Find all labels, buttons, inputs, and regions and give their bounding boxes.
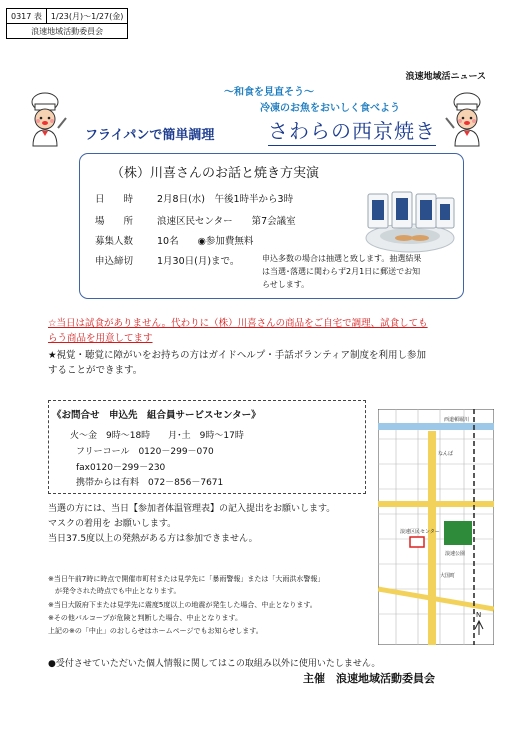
deadline-note-line: は当選･落選に関わらず2月1日に郵送でお知 xyxy=(262,267,421,276)
news-name: 浪速地域活ニュース xyxy=(405,72,486,82)
fine-print-line: が発令された時点でも中止となります。 xyxy=(48,587,181,595)
event-row-label: 日 時 xyxy=(95,194,134,205)
access-map xyxy=(378,409,494,645)
deadline-note xyxy=(262,252,421,291)
entry-note: 当日37.5度以上の発熱がある方は参加できません。 xyxy=(48,534,258,544)
title-right: さわらの西京焼き xyxy=(268,115,436,146)
event-row-label: 募集人数 xyxy=(95,236,134,247)
header-committee: 浪速地域活動委員会 xyxy=(7,24,128,39)
chef-illustration-right xyxy=(444,92,490,148)
product-photo xyxy=(360,188,458,254)
event-row-value: 10名 ◉参加費無料 xyxy=(157,236,254,247)
event-row-deadline xyxy=(95,253,239,267)
fine-print-line: ※当日大阪府下または見学先に震度5度以上の地震が発生した場合、中止となります。 xyxy=(48,601,317,609)
event-row-label: 場 所 xyxy=(95,216,134,227)
event-row-value: 浪速区民センター 第7会議室 xyxy=(157,216,296,227)
entry-note: 当選の方には、当日【参加者体温管理表】の記入提出をお願いします。 xyxy=(48,504,336,514)
deadline-note-line: らせします。 xyxy=(262,280,310,289)
inquiry-content xyxy=(48,400,366,494)
inquiry-fax: fax0120－299－230 xyxy=(76,463,166,473)
red-notice-line: らう商品を用意してます xyxy=(48,333,153,344)
subtitle-1: ～和食を見直そう～ xyxy=(224,87,314,98)
fine-print-line: ※その他バルコープが危険と判断した場合、中止となります。 xyxy=(48,614,242,622)
event-row-value: 1月30日(月)まで。 xyxy=(157,256,240,267)
entry-note: マスクの着用を お願いします。 xyxy=(48,519,177,529)
event-row-place xyxy=(95,213,296,227)
inquiry-mobile: 携帯からは有料 072－856－7671 xyxy=(76,478,224,488)
red-notice-line: ☆当日は試食がありません。代わりに（株）川喜さんの商品をご自宅で調理、試食しても xyxy=(48,318,428,329)
support-note-line: することができます。 xyxy=(48,365,143,376)
header-dates: 1/23(月)～1/27(金) xyxy=(46,9,127,24)
map-label-park: 浪速公園 xyxy=(445,551,466,557)
title-left: フライパンで簡単調理 xyxy=(85,128,215,143)
sponsor: 主催 浪速地域活動委員会 xyxy=(303,672,435,685)
fine-print-line: ※当日午前7時に時点で開催市町村または見学先に「暴雨警報」または「大雨洪水警報」 xyxy=(48,575,325,583)
map-label-daikokucho: 大国町 xyxy=(440,573,456,579)
fine-print-line: 上記の※の「中止」のおしらせはホームページでもお知らせします。 xyxy=(48,627,263,635)
north-arrow-label: N xyxy=(476,611,482,619)
event-row-date xyxy=(95,191,293,205)
red-notice xyxy=(48,316,474,346)
event-row-label: 申込締切 xyxy=(95,256,134,267)
event-heading: （株）川喜さんのお話と焼き方実演 xyxy=(111,166,320,181)
map-label-center: 浪速区民センター xyxy=(400,529,440,535)
chef-illustration-left xyxy=(22,92,68,148)
map-label-namba: なんば xyxy=(438,451,454,457)
inquiry-hours: 火～金 9時～18時 月･土 9時～17時 xyxy=(70,431,244,441)
event-row-value: 2月8日(水) 午後1時半から3時 xyxy=(157,194,294,205)
inquiry-free-call: フリーコール 0120－299－070 xyxy=(76,447,214,457)
subtitle-2: 冷凍のお魚をおいしく食べよう xyxy=(260,103,400,114)
inquiry-title: 《お問合せ 申込先 組合員サービスセンター》 xyxy=(52,410,261,421)
support-note-line: ★視覚・聴覚に障がいをお持ちの方はガイドヘルプ・手話ボランティア制度を利用し参加 xyxy=(48,350,426,361)
privacy-note: ●受付させていただいた個人情報に関してはこの取組み以外に使用いたしません。 xyxy=(48,659,381,669)
support-note xyxy=(48,348,474,378)
map-label-river: 西道頓堀川 xyxy=(444,417,470,423)
header-table xyxy=(6,8,128,39)
deadline-note-line: 申込多数の場合は抽選と致します。抽選結果 xyxy=(262,254,422,263)
event-row-capacity xyxy=(95,233,253,247)
header-code: 0317 表 xyxy=(7,9,47,24)
